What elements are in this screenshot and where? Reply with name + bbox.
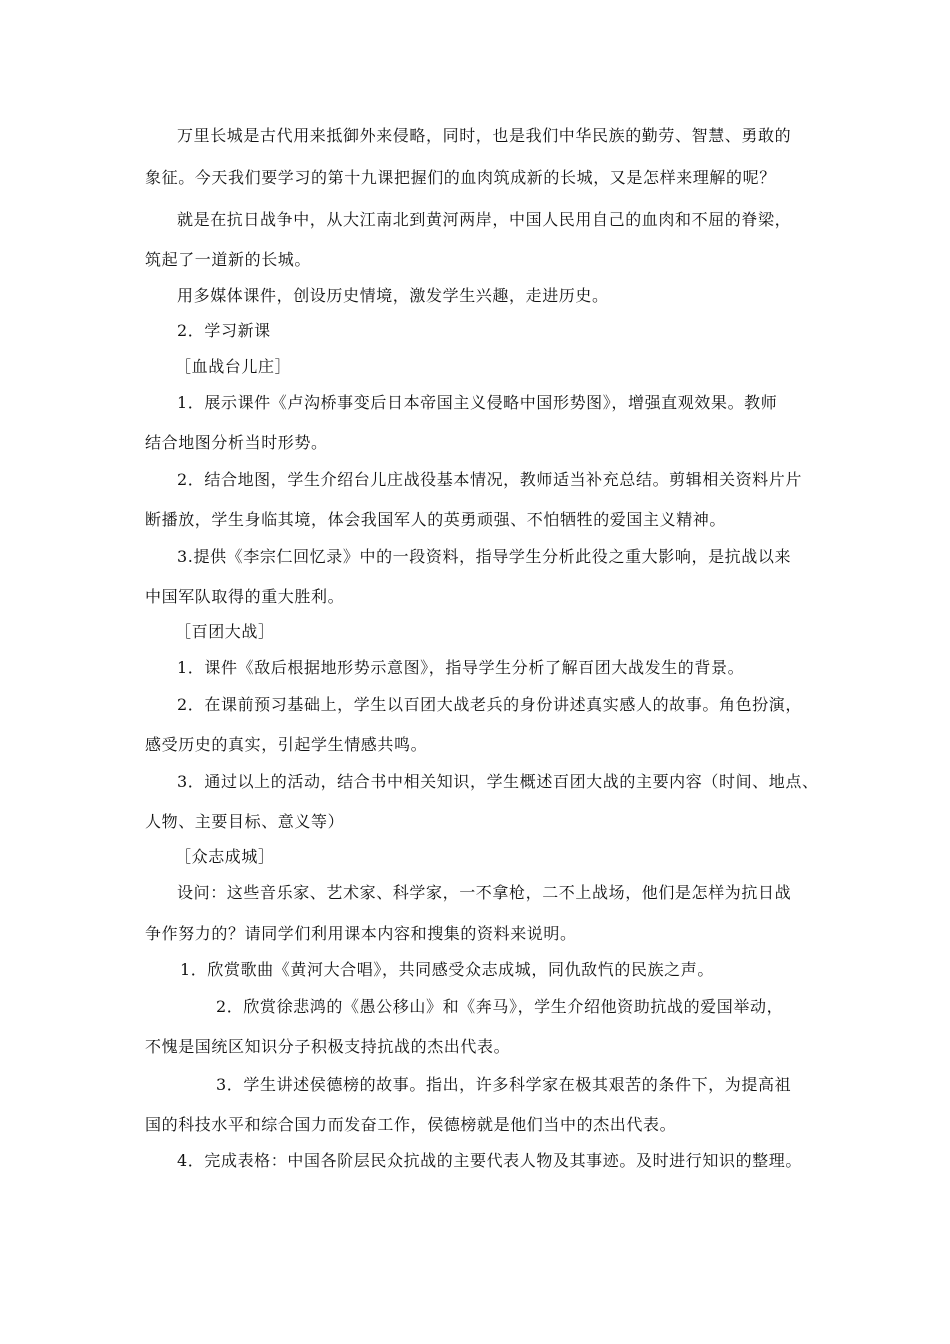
paragraph-line: 国的科技水平和综合国力而发奋工作，侯德榜就是他们当中的杰出代表。 bbox=[145, 1115, 677, 1134]
subsection-heading: ［众志成城］ bbox=[175, 847, 275, 866]
paragraph-line: 结合地图分析当时形势。 bbox=[145, 433, 328, 452]
paragraph-line: 中国军队取得的重大胜利。 bbox=[145, 587, 345, 606]
paragraph-line: 感受历史的真实，引起学生情感共鸣。 bbox=[145, 735, 428, 754]
subsection-heading: ［血战台儿庄］ bbox=[175, 357, 292, 376]
paragraph-line: 筑起了一道新的长城。 bbox=[145, 250, 312, 269]
paragraph-line: 1．展示课件《卢沟桥事变后日本帝国主义侵略中国形势图》，增强直观效果。教师 bbox=[177, 393, 778, 412]
paragraph-line: 人物、主要目标、意义等） bbox=[145, 812, 345, 831]
paragraph-line: 不愧是国统区知识分子积极支持抗战的杰出代表。 bbox=[145, 1037, 511, 1056]
paragraph-line: 就是在抗日战争中，从大江南北到黄河两岸，中国人民用自己的血肉和不屈的脊梁， bbox=[177, 210, 792, 229]
section-heading: 2．学习新课 bbox=[177, 321, 271, 340]
paragraph-line: 断播放，学生身临其境，体会我国军人的英勇顽强、不怕牺牲的爱国主义精神。 bbox=[145, 510, 727, 529]
paragraph-line: 争作努力的？请同学们利用课本内容和搜集的资料来说明。 bbox=[145, 924, 577, 943]
paragraph-line: 1．课件《敌后根据地形势示意图》，指导学生分析了解百团大战发生的背景。 bbox=[177, 658, 745, 677]
paragraph-line: 象征。今天我们要学习的第十九课把握们的血肉筑成新的长城，又是怎样来理解的呢？ bbox=[145, 168, 776, 187]
paragraph-line: 2．结合地图，学生介绍台儿庄战役基本情况，教师适当补充总结。剪辑相关资料片片 bbox=[177, 470, 802, 489]
paragraph-line: 3．通过以上的活动，结合书中相关知识，学生概述百团大战的主要内容（时间、地点、 bbox=[177, 772, 819, 791]
paragraph-line: 4．完成表格：中国各阶层民众抗战的主要代表人物及其事迹。及时进行知识的整理。 bbox=[177, 1151, 802, 1170]
paragraph-line: 3．学生讲述侯德榜的故事。指出，许多科学家在极其艰苦的条件下，为提高祖 bbox=[216, 1075, 792, 1094]
paragraph-line: 3.提供《李宗仁回忆录》中的一段资料，指导学生分析此役之重大影响，是抗战以来 bbox=[177, 547, 792, 566]
paragraph-line: 万里长城是古代用来抵御外来侵略，同时，也是我们中华民族的勤劳、智慧、勇敢的 bbox=[177, 126, 792, 145]
paragraph-line: 2．欣赏徐悲鸿的《愚公移山》和《奔马》，学生介绍他资助抗战的爱国举动， bbox=[216, 997, 784, 1016]
paragraph-line: 用多媒体课件，创设历史情境，激发学生兴趣，走进历史。 bbox=[177, 286, 609, 305]
subsection-heading: ［百团大战］ bbox=[175, 622, 275, 641]
paragraph-line: 1．欣赏歌曲《黄河大合唱》，共同感受众志成城，同仇敌忾的民族之声。 bbox=[180, 960, 714, 979]
paragraph-line: 设问：这些音乐家、艺术家、科学家，一不拿枪，二不上战场，他们是怎样为抗日战 bbox=[177, 883, 792, 902]
paragraph-line: 2．在课前预习基础上，学生以百团大战老兵的身份讲述真实感人的故事。角色扮演， bbox=[177, 695, 802, 714]
